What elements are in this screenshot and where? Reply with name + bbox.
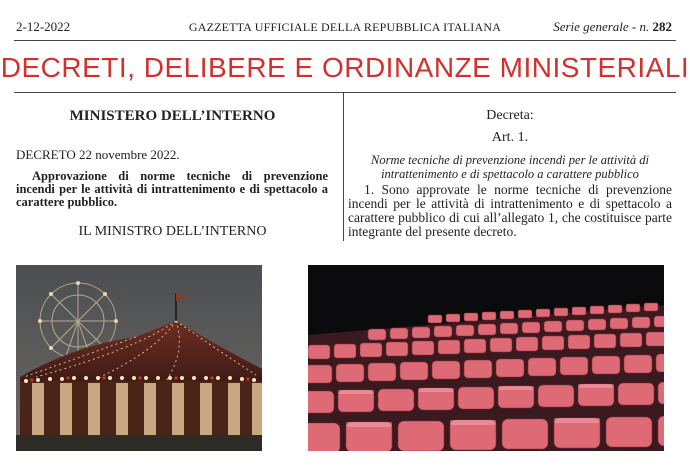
series-number: 282 xyxy=(652,19,672,34)
series-label: Serie generale - n. xyxy=(553,19,653,34)
section-rule xyxy=(14,92,676,93)
gazette-title: GAZZETTA UFFICIALE DELLA REPUBBLICA ITALIANA xyxy=(188,20,502,34)
header-date: 2-12-2022 xyxy=(16,19,71,34)
minister-heading: IL MINISTRO DELL’INTERNO xyxy=(78,224,267,239)
header-rule xyxy=(14,40,676,41)
section-title: DECRETI, DELIBERE E ORDINANZE MINISTERIALI xyxy=(0,52,690,83)
article-body: 1. Sono approvate le norme tecniche di prevenzione incendi per le attività di intrattenimento e di spettacolo a carattere pubblico di cui all’allegato 1, che costituisce parte integrante del presente decreto. xyxy=(348,182,672,239)
column-divider xyxy=(343,93,344,241)
decree-date: DECRETO 22 novembre 2022. xyxy=(16,147,180,162)
approval-text: Approvazione di norme tecniche di prevenzione incendi per le attività di intrattenimento e di spettacolo a carattere pubblico. xyxy=(16,169,328,209)
article-title: Norme tecniche di prevenzione incendi per le attività di intrattenimento e di spettacolo a carattere pubblico xyxy=(371,153,649,181)
ministry-heading: MINISTERO DELL’INTERNO xyxy=(69,108,276,124)
decreta-heading: Decreta: xyxy=(486,108,534,123)
theater-seats-photo xyxy=(308,265,664,451)
article-number: Art. 1. xyxy=(491,130,529,145)
series-info xyxy=(553,19,672,35)
circus-tent-photo xyxy=(16,265,262,451)
